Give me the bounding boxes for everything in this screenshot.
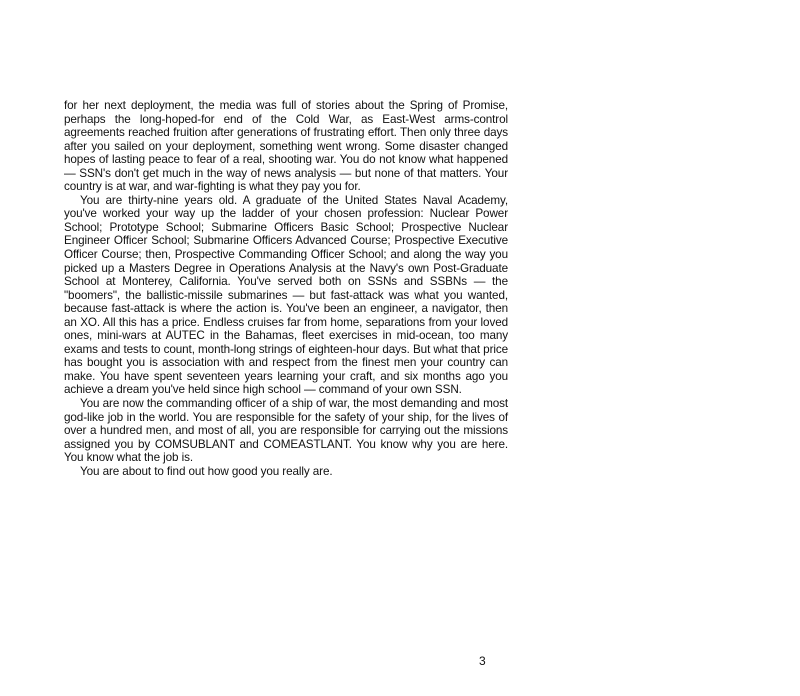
page-number: 3 xyxy=(479,654,486,668)
paragraph-command: You are now the commanding officer of a ship of war, the most demanding and most god-like job in the world. You are responsible for the safety of your ship, for the lives of over a hundred men, and most of all, you are responsible for carrying out the missions assigned you by COMSUBLANT and COMEASTLANT. You know why you are here. You know what the job is. xyxy=(64,397,508,465)
paragraph-continued: for her next deployment, the media was full of stories about the Spring of Promise, perhaps the long-hoped-for end of the Cold War, as East-West arms-control agreements reached fruition after generations of frustrating effort. Then only three days after you sailed on your deployment, something went wrong. Some disaster changed hopes of lasting peace to fear of a real, shooting war. You do not know what happened — SSN's don't get much in the way of news analysis — but none of that matters. Your country is at war, and war-fighting is what they pay you for. xyxy=(64,99,508,194)
paragraph-background: You are thirty-nine years old. A graduate of the United States Naval Academy, you've worked your way up the ladder of your chosen profession: Nuclear Power School; Prototype School; Submarine Officers Basic School; Prospective Nuclear Engineer Officer School; Submarine Officers Advanced Course; Prospective Executive Officer Course; then, Prospective Commanding Officer School; and along the way you picked up a Masters Degree in Operations Analysis at the Navy's own Post-Graduate School at Monterey, California. You've served both on SSNs and SSBNs — the "boomers", the ballistic-missile submarines — but fast-attack was what you wanted, because fast-attack is where the action is. You've been an engineer, a navigator, then an XO. All this has a price. Endless cruises far from home, separations from your loved ones, mini-wars at AUTEC in the Bahamas, fleet exercises in mid-ocean, too many exams and tests to count, month-long strings of eighteen-hour days. But what that price has bought you is association with and respect from the finest men your country can make. You have spent seventeen years learning your craft, and six months ago you achieve a dream you've held since high school — command of your own SSN. xyxy=(64,193,508,397)
body-text xyxy=(64,99,508,478)
paragraph-closing: You are about to find out how good you really are. xyxy=(80,464,333,478)
